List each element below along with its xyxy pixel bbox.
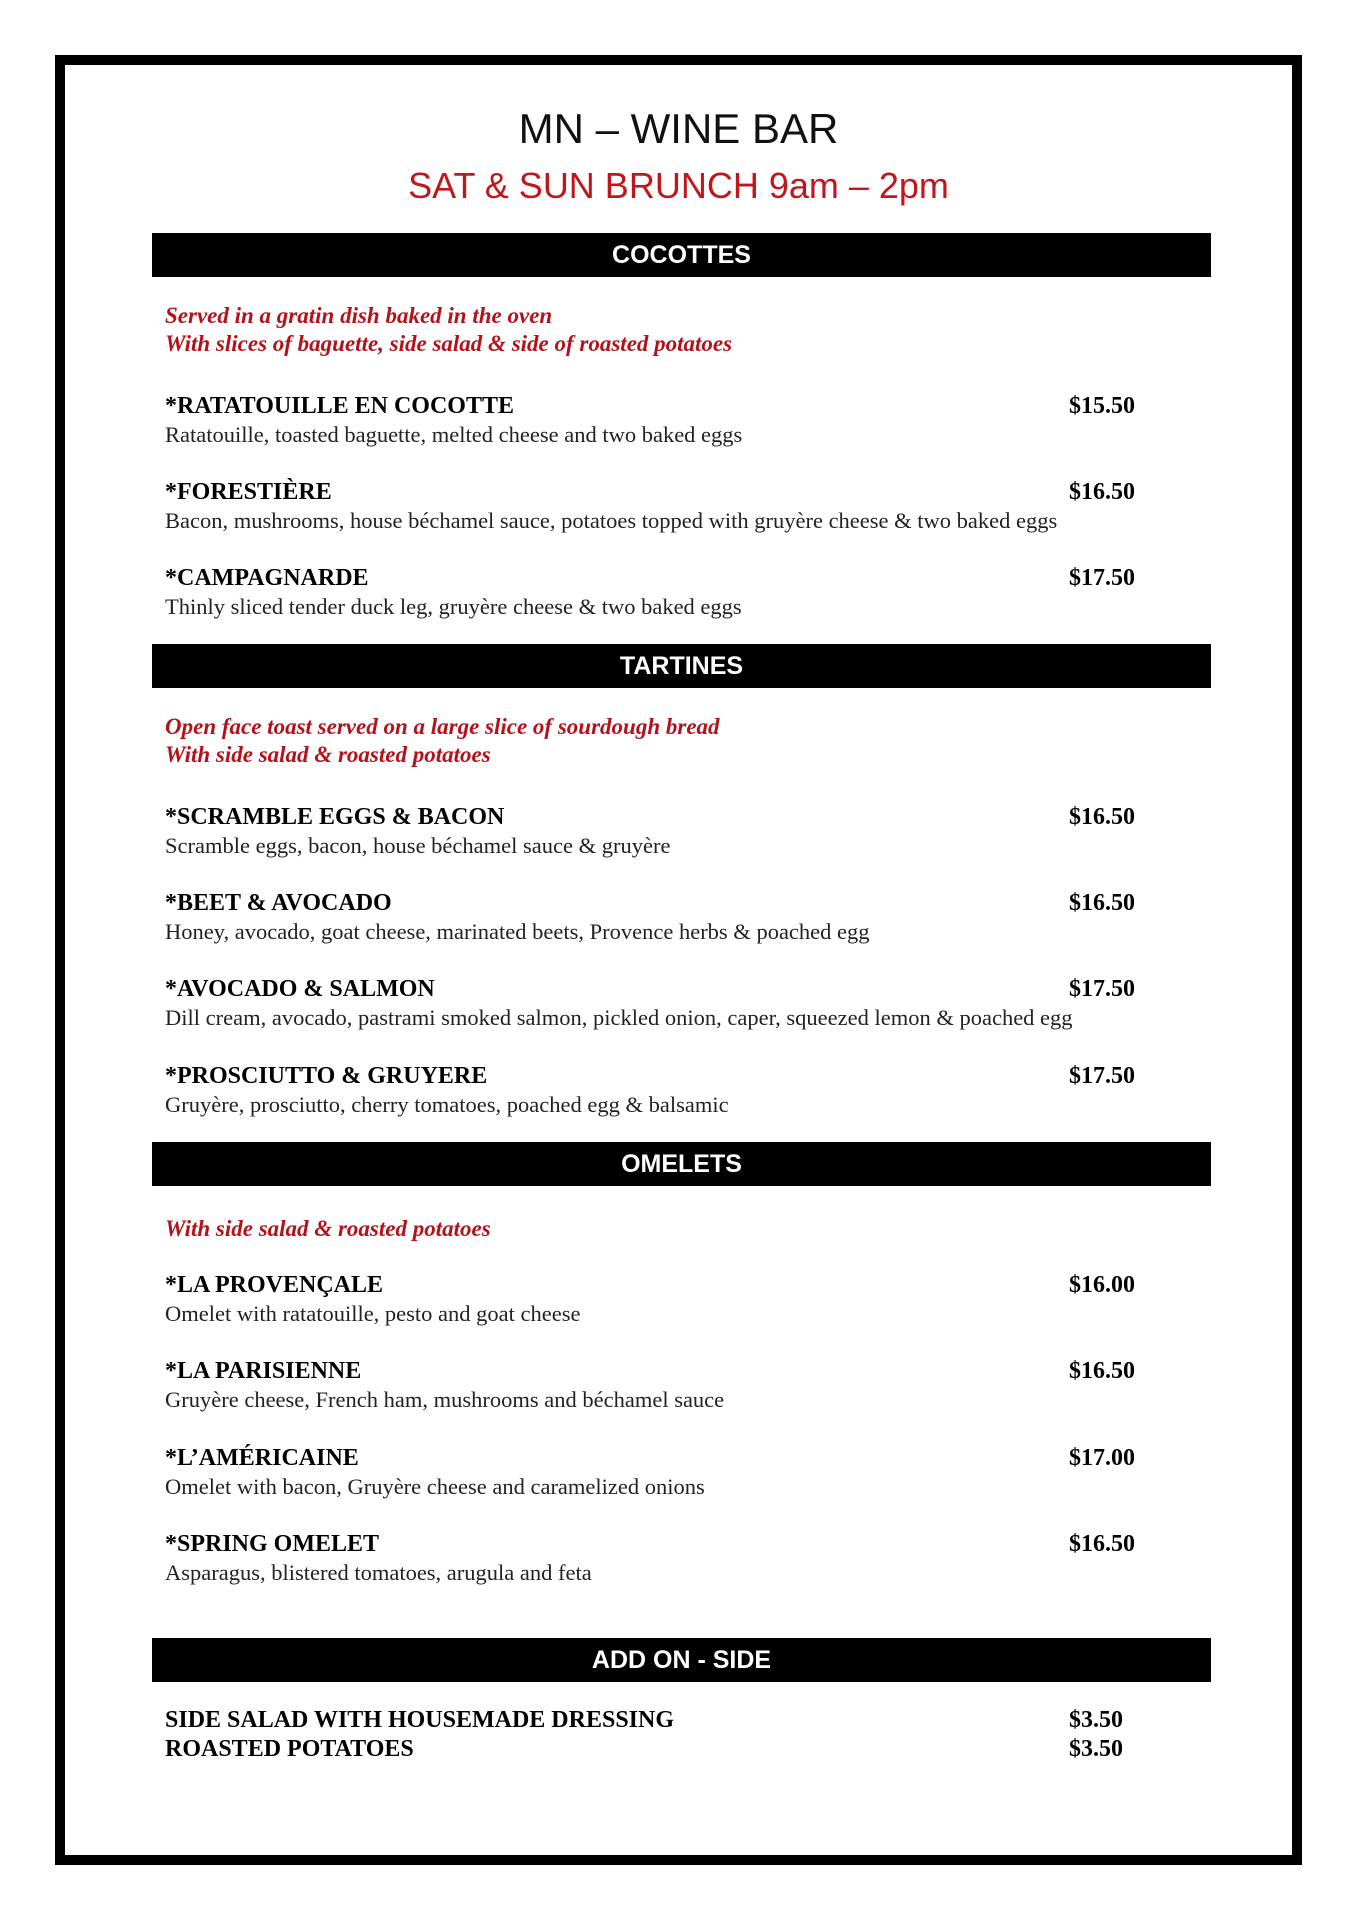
item-price: $17.50 (1069, 976, 1135, 1002)
menu-item (165, 1443, 1245, 1501)
item-price: $16.00 (1069, 1272, 1135, 1298)
menu-item (165, 391, 1245, 449)
item-name: *SPRING OMELET (165, 1531, 380, 1557)
item-name: *LA PARISIENNE (165, 1358, 362, 1384)
item-name: *RATATOUILLE EN COCOTTE (165, 393, 514, 419)
item-name: *LA PROVENÇALE (165, 1272, 384, 1298)
side-item (165, 1706, 1165, 1735)
item-name: *PROSCIUTTO & GRUYERE (165, 1063, 488, 1089)
item-name: *L’AMÉRICAINE (165, 1445, 359, 1471)
item-description: Asparagus, blistered tomatoes, arugula and feta (165, 1560, 592, 1585)
note-line: With side salad & roasted potatoes (165, 1216, 491, 1241)
section-note-tartines (165, 713, 1165, 769)
menu-item (165, 888, 1245, 946)
item-price: $17.50 (1069, 1063, 1135, 1089)
item-price: $16.50 (1069, 1531, 1135, 1557)
item-name: *BEET & AVOCADO (165, 890, 392, 916)
menu-frame (55, 55, 1302, 1865)
item-description: Scramble eggs, bacon, house béchamel sauce & gruyère (165, 833, 671, 858)
menu-content (65, 65, 1292, 1855)
item-name: *FORESTIÈRE (165, 479, 332, 505)
section-heading-add-on-side: ADD ON - SIDE (152, 1638, 1211, 1682)
page-subtitle: SAT & SUN BRUNCH 9am – 2pm (408, 165, 949, 206)
section-note-omelets (165, 1215, 1165, 1243)
side-item-price: $3.50 (1069, 1707, 1123, 1733)
item-description: Thinly sliced tender duck leg, gruyère cheese & two baked eggs (165, 594, 742, 619)
section-heading-omelets: OMELETS (152, 1142, 1211, 1186)
item-description: Dill cream, avocado, pastrami smoked salmon, pickled onion, caper, squeezed lemon & poached egg (165, 1005, 1073, 1030)
item-price: $17.00 (1069, 1445, 1135, 1471)
side-item-name: ROASTED POTATOES (165, 1736, 414, 1762)
item-description: Omelet with bacon, Gruyère cheese and caramelized onions (165, 1474, 705, 1499)
page-title: MN – WINE BAR (518, 105, 839, 152)
item-description: Omelet with ratatouille, pesto and goat cheese (165, 1301, 581, 1326)
side-item-name: SIDE SALAD WITH HOUSEMADE DRESSING (165, 1707, 675, 1733)
item-name: *SCRAMBLE EGGS & BACON (165, 804, 505, 830)
menu-item (165, 477, 1245, 535)
note-line: With slices of baguette, side salad & side of roasted potatoes (165, 331, 733, 356)
item-name: *CAMPAGNARDE (165, 565, 369, 591)
item-description: Gruyère cheese, French ham, mushrooms and béchamel sauce (165, 1387, 725, 1412)
menu-item (165, 563, 1245, 621)
item-description: Ratatouille, toasted baguette, melted cheese and two baked eggs (165, 422, 743, 447)
menu-item (165, 1356, 1245, 1414)
item-description: Honey, avocado, goat cheese, marinated beets, Provence herbs & poached egg (165, 919, 870, 944)
menu-item (165, 802, 1245, 860)
item-price: $16.50 (1069, 479, 1135, 505)
menu-item (165, 1270, 1245, 1328)
item-price: $16.50 (1069, 804, 1135, 830)
side-item-price: $3.50 (1069, 1736, 1123, 1762)
note-line: Open face toast served on a large slice of sourdough bread (165, 714, 720, 739)
item-description: Gruyère, prosciutto, cherry tomatoes, poached egg & balsamic (165, 1092, 729, 1117)
item-price: $17.50 (1069, 565, 1135, 591)
item-name: *AVOCADO & SALMON (165, 976, 435, 1002)
item-price: $16.50 (1069, 1358, 1135, 1384)
side-item (165, 1735, 1165, 1764)
menu-item (165, 974, 1245, 1032)
item-price: $16.50 (1069, 890, 1135, 916)
item-price: $15.50 (1069, 393, 1135, 419)
menu-item (165, 1061, 1245, 1119)
menu-item (165, 1529, 1245, 1587)
note-line: With side salad & roasted potatoes (165, 742, 491, 767)
item-description: Bacon, mushrooms, house béchamel sauce, potatoes topped with gruyère cheese & two baked eggs (165, 508, 1058, 533)
section-heading-cocottes: COCOTTES (152, 233, 1211, 277)
note-line: Served in a gratin dish baked in the oven (165, 303, 553, 328)
section-note-cocottes (165, 302, 1165, 358)
section-heading-tartines: TARTINES (152, 644, 1211, 688)
